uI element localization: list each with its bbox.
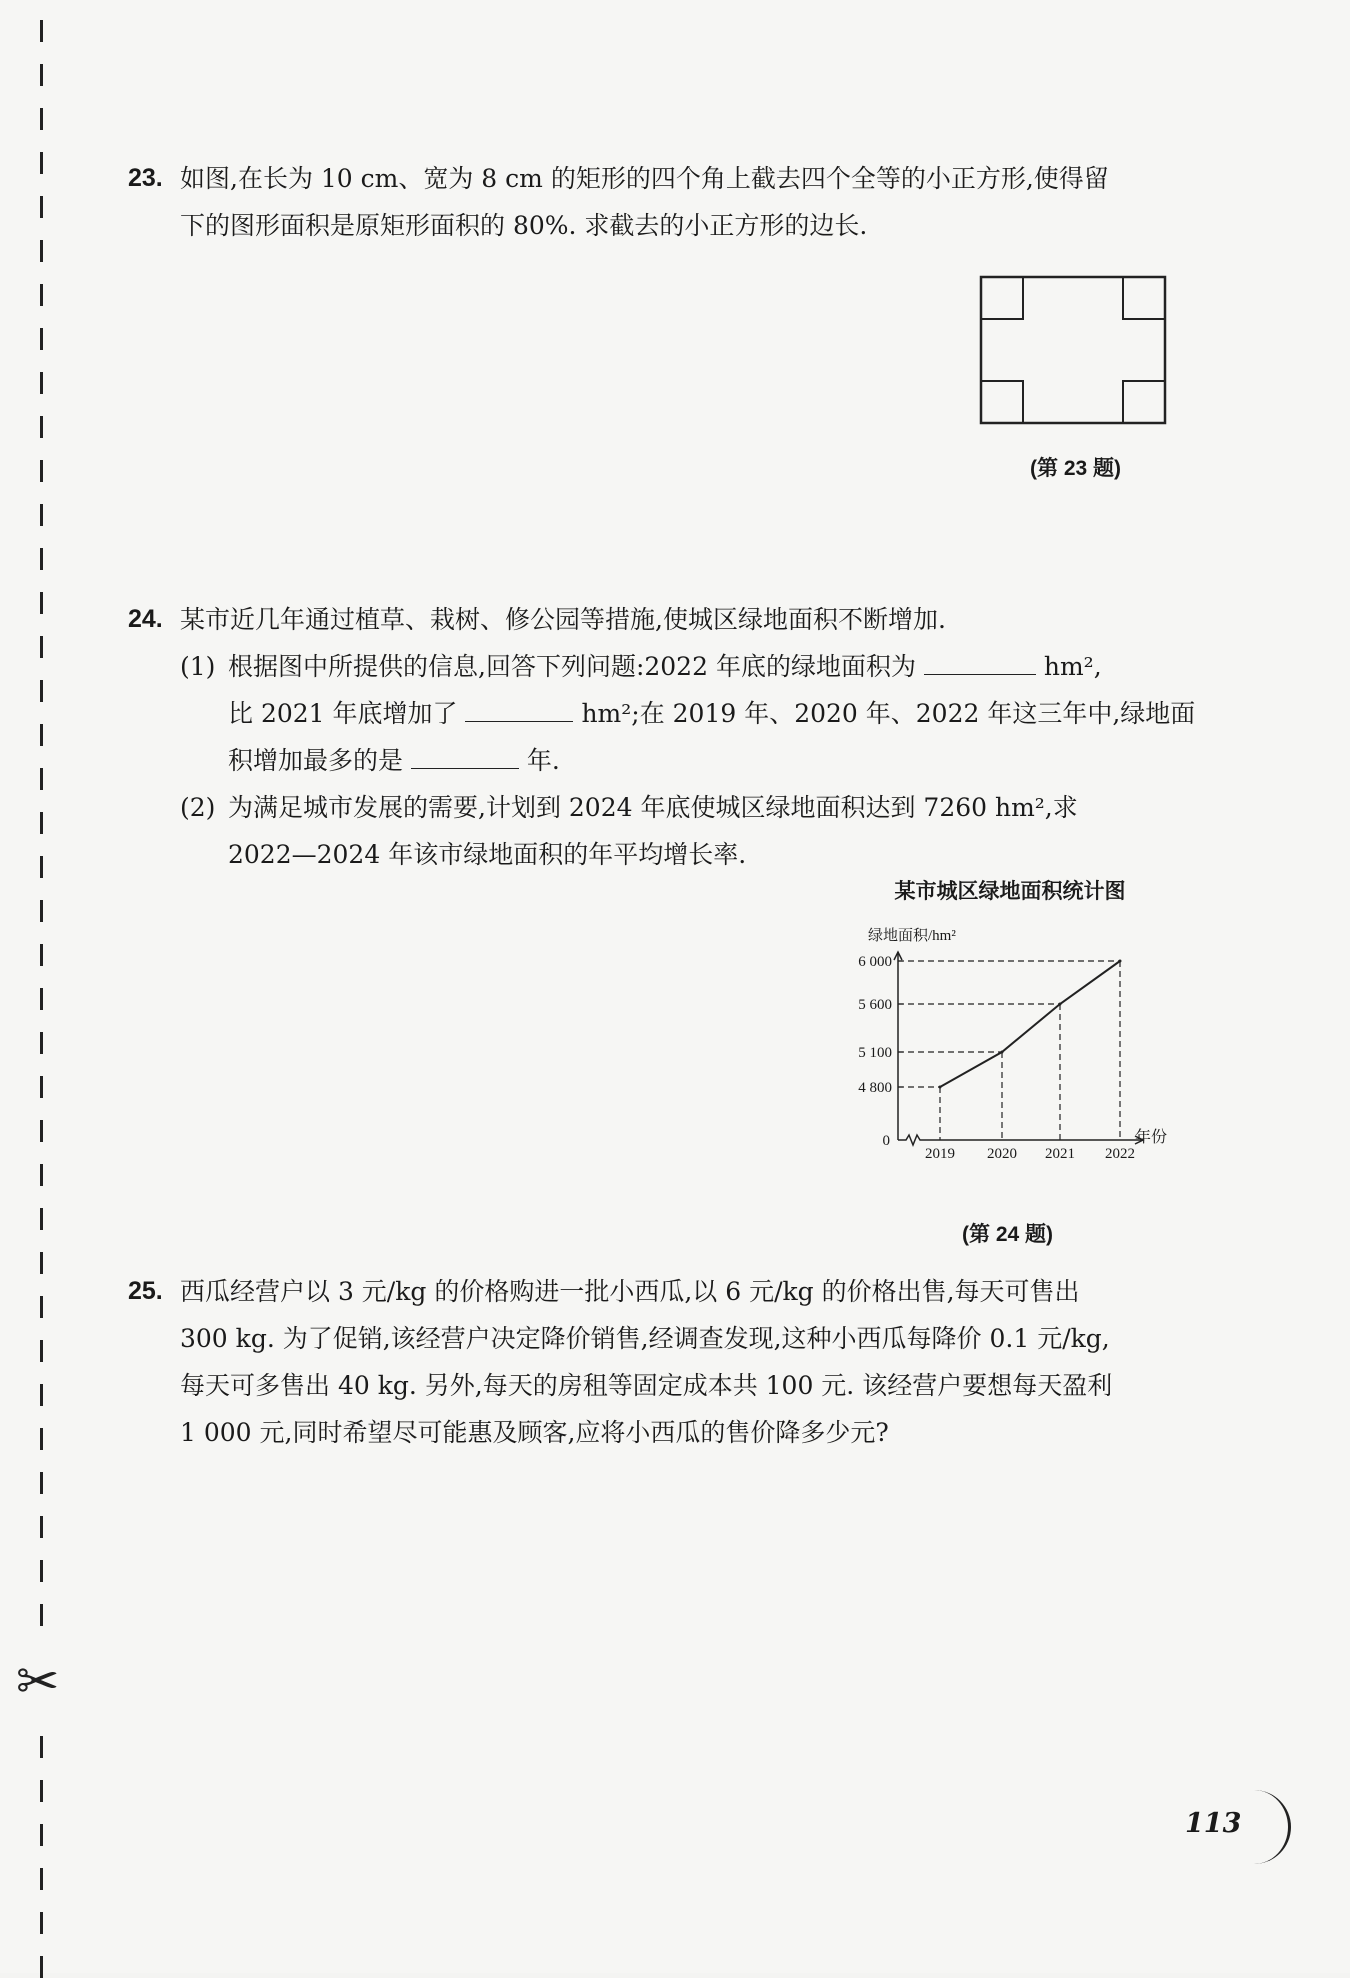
cut-line-dash [40, 1340, 43, 1362]
cut-line-dash [40, 812, 43, 834]
cut-line-dash [40, 1956, 43, 1978]
question-text: 根据图中所提供的信息,回答下列问题:2022 年底的绿地面积为 [228, 652, 916, 681]
cut-line-dash [40, 152, 43, 174]
cut-line-dash [40, 548, 43, 570]
question-text: 比 2021 年底增加了 [228, 699, 458, 728]
cut-line-dash [40, 944, 43, 966]
corner-square [1123, 277, 1165, 319]
data-point [1059, 1003, 1062, 1006]
scissors-icon: ✂ [16, 1652, 60, 1712]
cut-line-dash [40, 1868, 43, 1890]
cut-line-dash [40, 1076, 43, 1098]
cut-line-dash [40, 372, 43, 394]
data-line [940, 961, 1120, 1087]
question-number: 24. [128, 605, 163, 633]
cut-line-dash [40, 64, 43, 86]
cut-line-dash [40, 680, 43, 702]
cut-line-dash [40, 1120, 43, 1142]
cut-line-dash [40, 724, 43, 746]
question-23 [128, 155, 1198, 249]
x-tick-label: 2019 [925, 1146, 955, 1162]
x-axis-label: 年份 [1135, 1129, 1168, 1146]
rectangle-figure [978, 274, 1178, 430]
y-tick-label: 0 [882, 1133, 890, 1149]
subquestion-1 [180, 643, 1198, 784]
cut-line-dash [40, 592, 43, 614]
question-text-line: 每天可多售出 40 kg. 另外,每天的房租等固定成本共 100 元. 该经营户要想每天盈利 [180, 1371, 1113, 1400]
answer-blank[interactable] [924, 648, 1036, 675]
question-number: 25. [128, 1277, 163, 1305]
cut-line-dash [40, 1912, 43, 1934]
cut-line-dash [40, 284, 43, 306]
question-25 [128, 1268, 1198, 1456]
cut-line-dash [40, 108, 43, 130]
corner-square [981, 277, 1023, 319]
subquestion-2 [180, 784, 1198, 878]
subquestion-number: (1) [180, 652, 216, 681]
answer-blank[interactable] [465, 695, 573, 722]
question-text-line: 如图,在长为 10 cm、宽为 8 cm 的矩形的四个角上截去四个全等的小正方形,使得留 [180, 164, 1109, 193]
cut-line-dash [40, 1296, 43, 1318]
figure-caption: (第 23 题) [1030, 457, 1122, 480]
cut-line-dash [40, 1428, 43, 1450]
answer-blank[interactable] [411, 742, 519, 769]
x-axis [898, 1135, 1143, 1145]
cut-line-dash [40, 1604, 43, 1626]
question-text-line: 300 kg. 为了促销,该经营户决定降价销售,经调查发现,这种小西瓜每降价 0.1 元/kg, [180, 1324, 1110, 1353]
corner-square [981, 381, 1023, 423]
y-tick-label: 6 000 [858, 954, 892, 970]
y-tick-label: 5 600 [858, 997, 892, 1013]
cut-line-dash [40, 1780, 43, 1802]
cut-line-dash [40, 1516, 43, 1538]
question-text-line: 下的图形面积是原矩形面积的 80%. 求截去的小正方形的边长. [180, 211, 868, 240]
cut-line-dash [40, 1164, 43, 1186]
cut-line-dash [40, 988, 43, 1010]
x-tick-label: 2020 [987, 1146, 1017, 1162]
cut-line-dash [40, 1824, 43, 1846]
cut-line-dash [40, 416, 43, 438]
cut-line-dash [40, 1736, 43, 1758]
cut-line-dash [40, 504, 43, 526]
cut-line-dash [40, 856, 43, 878]
cut-line-dash [40, 1252, 43, 1274]
y-tick-label: 5 100 [858, 1045, 892, 1061]
cut-line-dash [40, 240, 43, 262]
question-text: hm²;在 2019 年、2020 年、2022 年这三年中,绿地面 [581, 699, 1196, 728]
question-text: 积增加最多的是 [228, 746, 404, 775]
question-text-line: 为满足城市发展的需要,计划到 2024 年底使城区绿地面积达到 7260 hm²,求 [228, 793, 1078, 822]
question-24 [128, 596, 1198, 878]
x-tick-label: 2022 [1105, 1146, 1135, 1162]
corner-square [1123, 381, 1165, 423]
question-text: hm², [1043, 652, 1102, 681]
question-text: 年. [526, 746, 560, 775]
cut-line-dash [40, 196, 43, 218]
question-text-line: 西瓜经营户以 3 元/kg 的价格购进一批小西瓜,以 6 元/kg 的价格出售,每天可售出 [180, 1277, 1080, 1306]
data-point [1001, 1051, 1004, 1054]
green-area-line-chart [840, 870, 1180, 1180]
x-tick-label: 2021 [1045, 1146, 1075, 1162]
cut-line-dash [40, 20, 43, 42]
question-text-line: 2022—2024 年该市绿地面积的年平均增长率. [228, 840, 747, 869]
cut-line-dash [40, 900, 43, 922]
data-point [1119, 960, 1122, 963]
cut-line-dash [40, 460, 43, 482]
cut-line-dash [40, 1384, 43, 1406]
cut-line-dash [40, 1032, 43, 1054]
cut-line-dash [40, 1560, 43, 1582]
y-axis-label: 绿地面积/hm² [868, 928, 956, 944]
y-tick-label: 4 800 [858, 1080, 892, 1096]
cut-line-dash [40, 636, 43, 658]
data-point [939, 1086, 942, 1089]
question-text-line: 某市近几年通过植草、栽树、修公园等措施,使城区绿地面积不断增加. [180, 605, 946, 634]
question-text-line: 1 000 元,同时希望尽可能惠及顾客,应将小西瓜的售价降多少元? [180, 1418, 889, 1447]
figure-caption: (第 24 题) [962, 1223, 1054, 1246]
cut-line-dash [40, 1472, 43, 1494]
chart-title: 某市城区绿地面积统计图 [894, 880, 1126, 903]
cut-line-dash [40, 1208, 43, 1230]
cut-line-dash [40, 328, 43, 350]
question-number: 23. [128, 164, 163, 192]
subquestion-number: (2) [180, 793, 216, 822]
cut-line-dash [40, 768, 43, 790]
page-number: 113 [1185, 1808, 1242, 1839]
